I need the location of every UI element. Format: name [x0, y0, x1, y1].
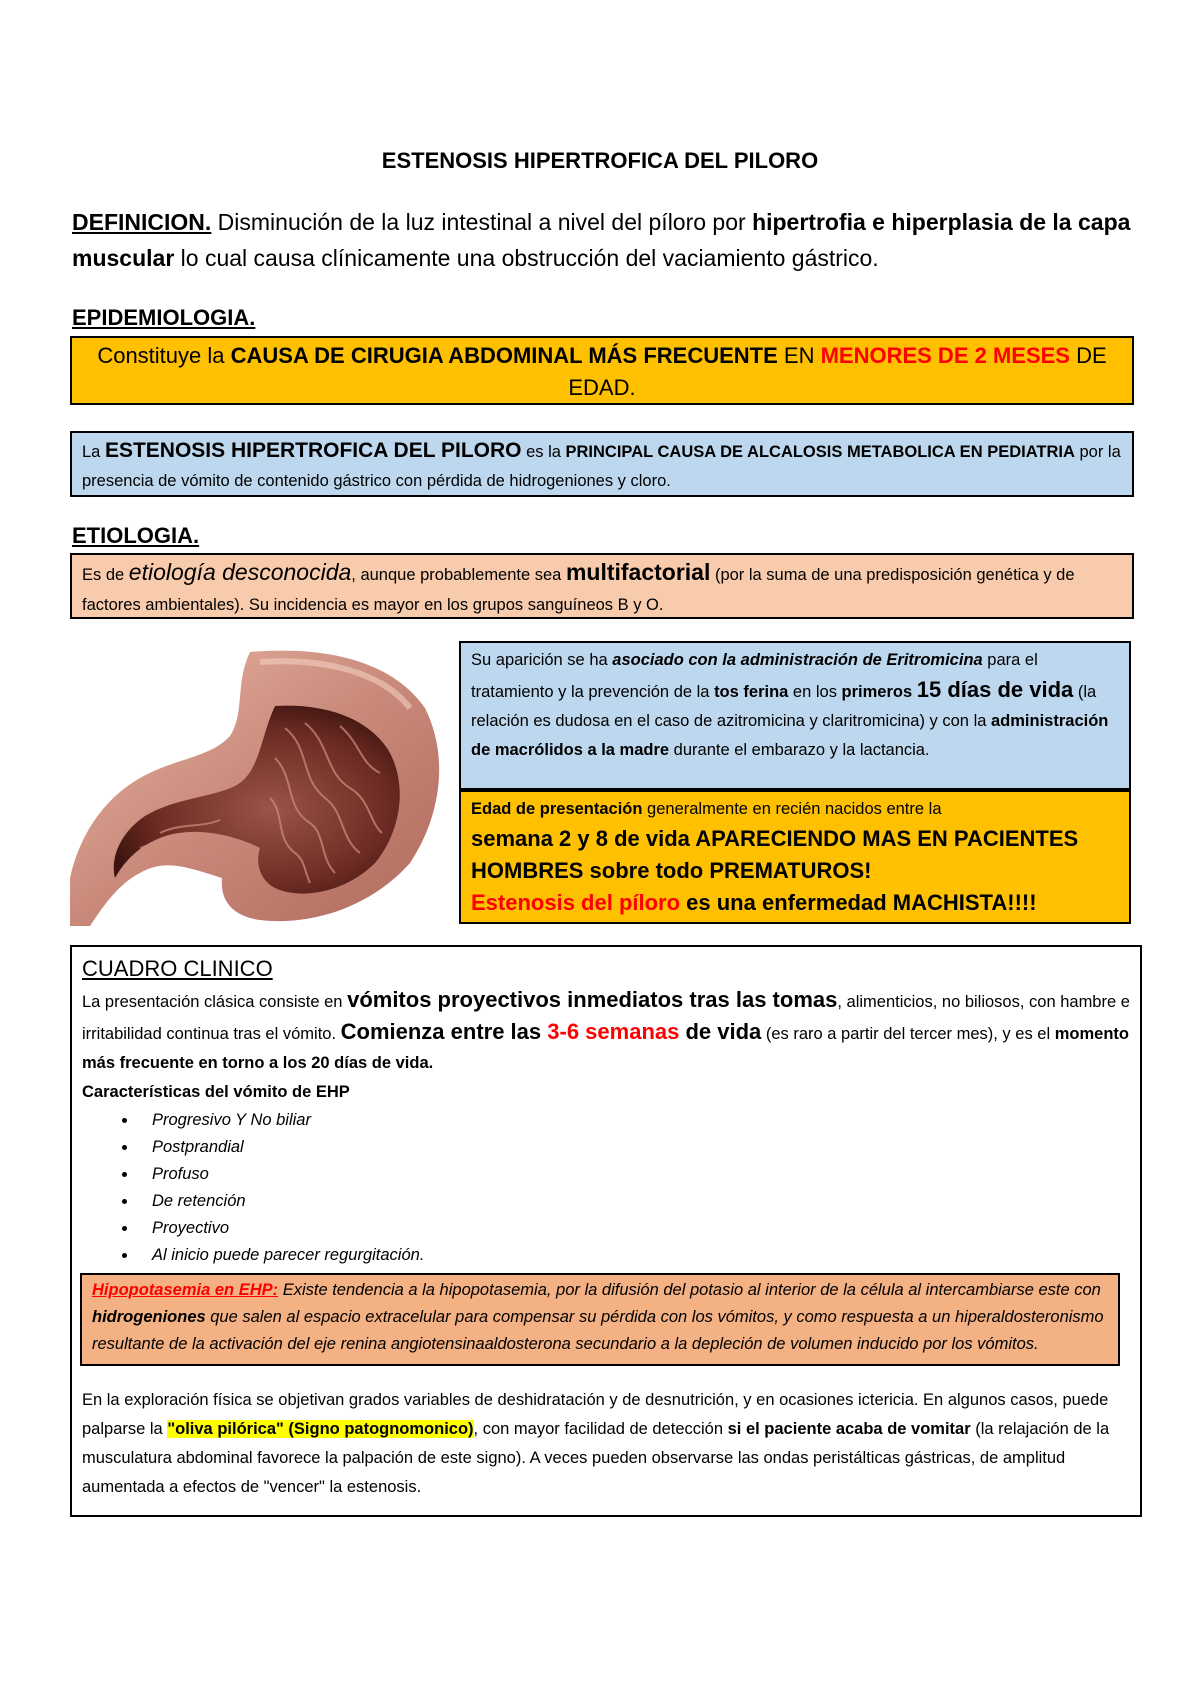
- definition-text: Disminución de la luz intestinal a nivel del píloro por: [211, 209, 753, 235]
- epi1-text: Constituye la: [97, 343, 231, 368]
- stomach-illustration: [70, 648, 446, 928]
- assoc-text-4: (la relación es dudosa en el caso de azitromicina y claritromicina) y con la: [471, 683, 1097, 730]
- eti-text-3: (por la suma de una predisposición genética y de factores ambientales). Su incidencia es mayor en los grupos sanguíneos B y O.: [82, 566, 1075, 614]
- association-box: [459, 641, 1131, 790]
- age-big: semana 2 y 8 de vida APARECIENDO MAS EN PACIENTES HOMBRES sobre todo PREMATUROS!: [471, 826, 1079, 883]
- list-item: • Profuso: [138, 1161, 1130, 1188]
- explo-text: En la exploración física se objetivan grados variables de deshidratación y de desnutrición, y en ocasiones ictericia. En algunos casos, puede palparse la: [82, 1391, 1109, 1438]
- age-red: Estenosis del píloro: [471, 890, 681, 915]
- hipo-text: Existe tendencia a la hipopotasemia, por la difusión del potasio al interior de la célula al intercambiarse este con: [278, 1281, 1101, 1299]
- clin-bold: momento más frecuente en torno a los 20 días de vida.: [82, 1025, 1129, 1072]
- vomit-characteristics-list: [82, 1107, 1130, 1269]
- epi2-text-2: es la: [521, 443, 566, 461]
- eti-italic: etiología desconocida: [128, 559, 352, 585]
- definition-label: DEFINICION.: [72, 209, 212, 235]
- epi2-text-3: por la presencia de vómito de contenido gástrico con pérdida de hidrogeniones y cloro.: [82, 443, 1121, 490]
- age-bold: Edad de presentación: [471, 800, 643, 818]
- clin-big: vómitos proyectivos inmediatos tras las tomas: [347, 987, 838, 1012]
- explo-text-3: (la relajación de la musculatura abdominal favorece la palpación de este signo). A veces pueden observarse las ondas peristálticas gástricas, de amplitud aumentada a efectos de "vencer" la estenosis.: [82, 1420, 1110, 1496]
- eti-text: Es de: [82, 566, 129, 584]
- clin-text-2: , alimenticios, no biliosos, con hambre e irritabilidad continua tras el vómito.: [82, 993, 1130, 1043]
- etiology-heading: ETIOLOGIA.: [72, 523, 200, 548]
- assoc-text-3: en los: [788, 683, 842, 701]
- explo-bold: si el paciente acaba de vomitar: [727, 1420, 971, 1438]
- epi1-red: MENORES DE 2 MESES: [820, 343, 1070, 368]
- list-item: • De retención: [138, 1188, 1130, 1215]
- clin-text: La presentación clásica consiste en: [82, 993, 348, 1011]
- explo-highlight: "oliva pilórica" (Signo patognomonico): [167, 1420, 474, 1438]
- clinical-paragraph: [82, 985, 1130, 1078]
- assoc-bold-3: administración de macrólidos a la madre: [471, 712, 1109, 759]
- list-item: • Postprandial: [138, 1134, 1130, 1161]
- list-item: • Progresivo Y No biliar: [138, 1107, 1130, 1134]
- hypokalemia-box: [80, 1273, 1120, 1366]
- clinical-heading: CUADRO CLINICO: [82, 956, 273, 981]
- epi1-text-3: DE EDAD.: [568, 343, 1107, 400]
- clinical-picture-box: [70, 945, 1142, 1517]
- definition-bold: hipertrofia e hiperplasia de la capa muscular: [72, 209, 1131, 271]
- epi1-text-2: EN: [777, 343, 821, 368]
- epi2-bold: PRINCIPAL CAUSA DE ALCALOSIS METABOLICA EN PEDIATRIA: [565, 443, 1075, 461]
- clin-red: 3-6 semanas: [547, 1019, 680, 1044]
- list-item: • Proyectivo: [138, 1215, 1130, 1242]
- hipo-text-2: que salen al espacio extracelular para compensar su pérdida con los vómitos, y como respuesta a un hiperaldosteronismo resultante de la activación del eje renina angiotensinaaldosterona secundario a la depleción de volumen inducido por los vómitos.: [92, 1308, 1104, 1353]
- eti-bold: multifactorial: [565, 559, 711, 585]
- age-text: generalmente en recién nacidos entre la: [642, 800, 942, 818]
- clin-big-3: de vida: [679, 1019, 762, 1044]
- page-title: ESTENOSIS HIPERTROFICA DEL PILORO: [381, 148, 819, 173]
- epidemiology-box-1: [70, 336, 1134, 405]
- assoc-big: 15 días de vida: [916, 677, 1074, 702]
- eti-text-2: , aunque probablemente sea: [351, 566, 566, 584]
- epi2-bold-big: ESTENOSIS HIPERTROFICA DEL PILORO: [104, 439, 522, 462]
- explo-text-2: , con mayor facilidad de detección: [473, 1420, 728, 1438]
- assoc-bold: tos ferina: [714, 683, 789, 701]
- vomit-characteristics-heading: Características del vómito de EHP: [82, 1083, 350, 1101]
- age-presentation-box: [459, 790, 1131, 924]
- hipo-lead: Hipopotasemia en EHP:: [92, 1281, 279, 1299]
- hipo-bold: hidrogeniones: [92, 1308, 206, 1326]
- epidemiology-heading: EPIDEMIOLOGIA.: [72, 305, 256, 330]
- assoc-text-2: para el tratamiento y la prevención de la: [471, 651, 1038, 701]
- definition-paragraph: [72, 204, 1132, 276]
- assoc-text: Su aparición se ha: [471, 651, 613, 669]
- assoc-bold-italic: asociado con la administración de Eritromicina: [612, 651, 983, 669]
- physical-exam-paragraph: [82, 1386, 1130, 1502]
- clin-text-3: (es raro a partir del tercer mes), y es el: [761, 1025, 1055, 1043]
- clin-big-2: Comienza entre las: [340, 1019, 548, 1044]
- epidemiology-box-2: [70, 431, 1134, 497]
- list-item: • Al inicio puede parecer regurgitación.: [138, 1242, 1130, 1269]
- definition-text-end: lo cual causa clínicamente una obstrucción del vaciamiento gástrico.: [174, 245, 879, 271]
- epi1-bold: CAUSA DE CIRUGIA ABDOMINAL MÁS FRECUENTE: [230, 343, 778, 368]
- etiology-box: [70, 553, 1134, 619]
- age-big-2: es una enfermedad MACHISTA!!!!: [680, 890, 1037, 915]
- assoc-text-5: durante el embarazo y la lactancia.: [669, 741, 930, 759]
- epi2-text: La: [82, 443, 105, 461]
- assoc-bold-2: primeros: [841, 683, 917, 701]
